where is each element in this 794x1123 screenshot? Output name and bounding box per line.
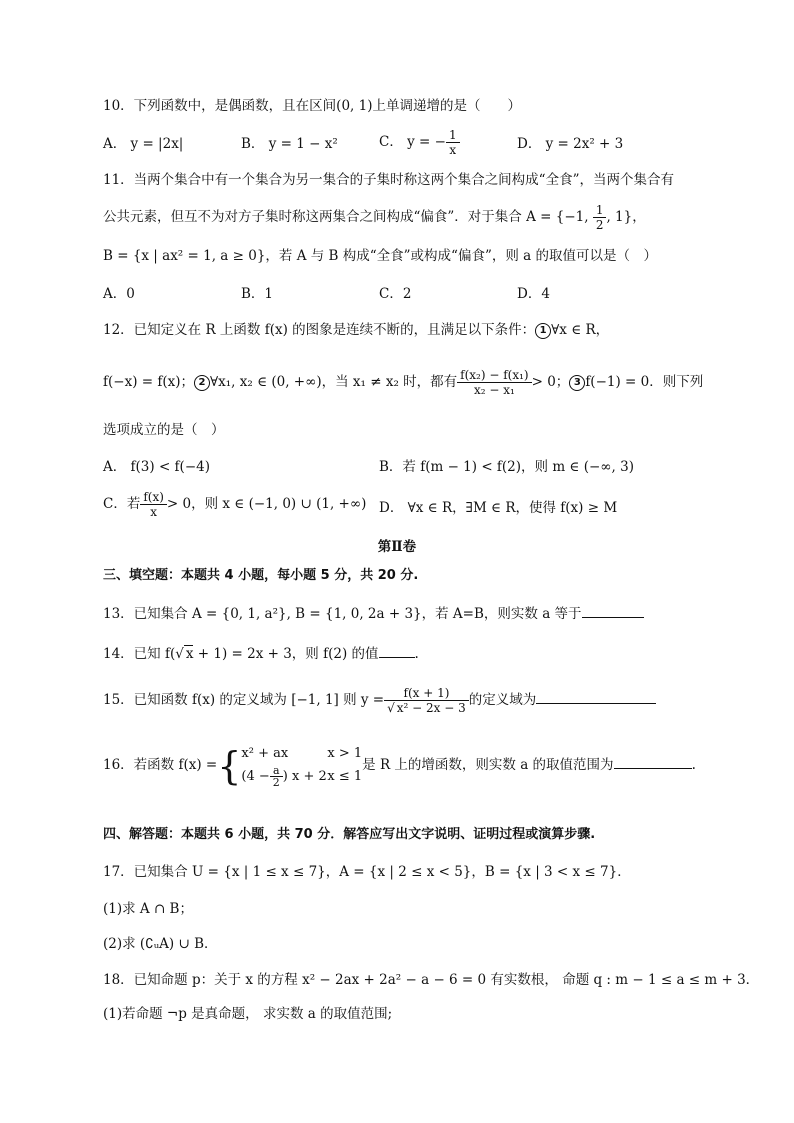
section-three-heading: 三、填空题：本题共 4 小题，每小题 5 分，共 20 分. [103,568,419,583]
q10-option-d: D． y = 2x² + 3 [517,136,624,152]
q18-stem: 18．已知命题 p：关于 x 的方程 x² − 2ax + 2a² − a − 6 = 0 有实数根， 命题 q : m − 1 ≤ a ≤ m + 3． [103,972,760,988]
q18-part1: (1)若命题 ¬p 是真命题， 求实数 a 的取值范围; [103,1006,393,1022]
q12-frac-num: f(x₂) − f(x₁) [457,368,531,383]
q14-pre: 14．已知 f( [103,646,176,662]
q11-option-a: A．0 [103,286,135,302]
q15-radicand: x² − 2x − 3 [396,701,466,715]
q16-answer-blank [614,754,692,769]
q11-line2 [103,203,646,232]
q12-line2 [103,368,703,397]
q12-line2-mid: ∀x₁, x₂ ∈ (0, +∞)，当 x₁ ≠ x₂ 时，都有 [210,374,458,390]
q16-case2-num: a [270,765,283,777]
q15-num: f(x + 1) [384,686,469,701]
q14-post: + 1) = 2x + 3，则 f(2) 的值 [193,646,379,662]
q11-option-d: D．4 [517,286,550,302]
q12-line1-post: ∀x ∈ R， [551,322,610,338]
q11-option-c: C．2 [379,286,412,302]
sqrt-icon: √ [175,646,184,662]
q10-option-c-den: x [449,143,457,157]
q15-post: 的定义域为 [468,692,537,708]
q12-line2-gt: > 0； [531,374,570,390]
q13 [103,603,644,624]
q15-fraction [384,686,469,715]
part-two-title: 第Ⅱ卷 [377,539,417,555]
q12-line2-pre: f(−x) = f(x)； [103,374,194,390]
q12-option-c [103,490,366,519]
q12-frac-den: x₂ − x₁ [473,383,515,397]
q16-case2-expr [241,765,327,788]
q11-half-num: 1 [593,203,607,218]
q16-case2 [241,765,362,788]
q12-option-c-fraction [140,490,167,519]
q10-option-c-num: 1 [446,128,460,143]
q16-case2-den: 2 [272,776,280,789]
q14-end: . [414,646,419,662]
circled-number-one-icon: 1 [535,323,551,339]
q14-answer-blank [379,643,415,658]
q11-half-den: 2 [595,218,604,232]
q16-case2-expr-a: (4 − [241,769,270,784]
q12-line1 [103,320,609,340]
q10-option-c-fraction [446,128,460,157]
q11-line2-post: , 1}， [606,209,646,225]
q12-option-d: D． ∀x ∈ R，∃M ∈ R，使得 f(x) ≥ M [379,500,618,516]
q16-case2-fraction [270,765,283,788]
q13-text: 13．已知集合 A = {0, 1, a²}, B = {1, 0, 2a + 3}，若 A=B，则实数 a 等于 [103,606,582,622]
q12-option-c-num: f(x) [140,490,167,505]
q12-difference-quotient [457,368,531,397]
q12-option-c-den: x [150,505,158,519]
q16-case2-expr-b: ) x + 2 [282,769,327,784]
q11-half-fraction [593,203,607,232]
circled-number-three-icon: 3 [569,375,585,391]
q15-den [384,701,469,715]
q12-line2-post: f(−1) = 0．则下列 [585,374,704,390]
q12-option-b: B．若 f(m − 1) < f(2)，则 m ∈ (−∞, 3) [379,459,634,475]
q16-case2-cond: x ≤ 1 [327,769,363,784]
q14-radicand: x [185,646,194,662]
q17-stem: 17．已知集合 U = {x | 1 ≤ x ≤ 7}，A = {x | 2 ≤ x < 5}，B = {x | 3 < x ≤ 7}． [103,864,631,880]
q17-part2: (2)求 (∁ᵤA) ∪ B． [103,936,218,952]
section-four-heading: 四、解答题：本题共 6 小题，共 70 分．解答应写出文字说明、证明过程或演算步骤. [103,827,596,842]
q17-part1: (1)求 A ∩ B； [103,901,193,917]
q11-option-b: B．1 [241,286,274,302]
q12-line3: 选项成立的是（ ） [103,422,225,438]
q10-option-a: A． y = |2x| [103,136,184,152]
sqrt-icon: √ [387,701,395,715]
q16-end: . [691,757,696,773]
q10-option-c-prefix: C． y = − [379,134,446,150]
q16-post: 是 R 上的增函数，则实数 a 的取值范围为 [362,757,614,773]
q16-case1-cond: x > 1 [327,746,363,761]
q11-line3: B = {x | ax² = 1, a ≥ 0}，若 A 与 B 构成“全食”或构成“偏食”，则 a 的取值可以是（ ） [103,248,657,264]
q15-pre: 15．已知函数 f(x) 的定义域为 [−1, 1] 则 y = [103,692,385,708]
q12-line1-pre: 12．已知定义在 R 上函数 f(x) 的图象是连续不断的，且满足以下条件： [103,322,536,338]
q11-line2-pre: 公共元素，但互不为对方子集时称这两集合之间构成“偏食”．对于集合 A = {−1, [103,209,593,225]
q16 [103,743,696,788]
circled-number-two-icon: 2 [194,375,210,391]
q15-answer-blank [536,689,656,704]
q11-line1: 11．当两个集合中有一个集合为另一集合的子集时称这两个集合之间构成“全食”，当两个集合有 [103,172,674,188]
q10-option-c [379,128,460,157]
q12-option-c-pre: C．若 [103,496,141,512]
q12-option-a: A． f(3) < f(−4) [103,459,210,475]
q13-answer-blank [582,603,644,618]
q12-option-c-post: > 0，则 x ∈ (−1, 0) ∪ (1, +∞) [166,496,367,512]
q14 [103,643,419,664]
q10-option-b: B． y = 1 − x² [241,136,338,152]
left-brace-icon: { [217,743,242,788]
q16-pre: 16．若函数 f(x) = [103,757,218,773]
q16-case1 [241,743,362,765]
q16-case1-expr: x² + ax [241,746,289,761]
q16-piecewise-cases [241,743,362,788]
q10-stem: 10．下列函数中，是偶函数，且在区间(0, 1)上单调递增的是（ ） [103,98,521,114]
q15 [103,686,656,715]
